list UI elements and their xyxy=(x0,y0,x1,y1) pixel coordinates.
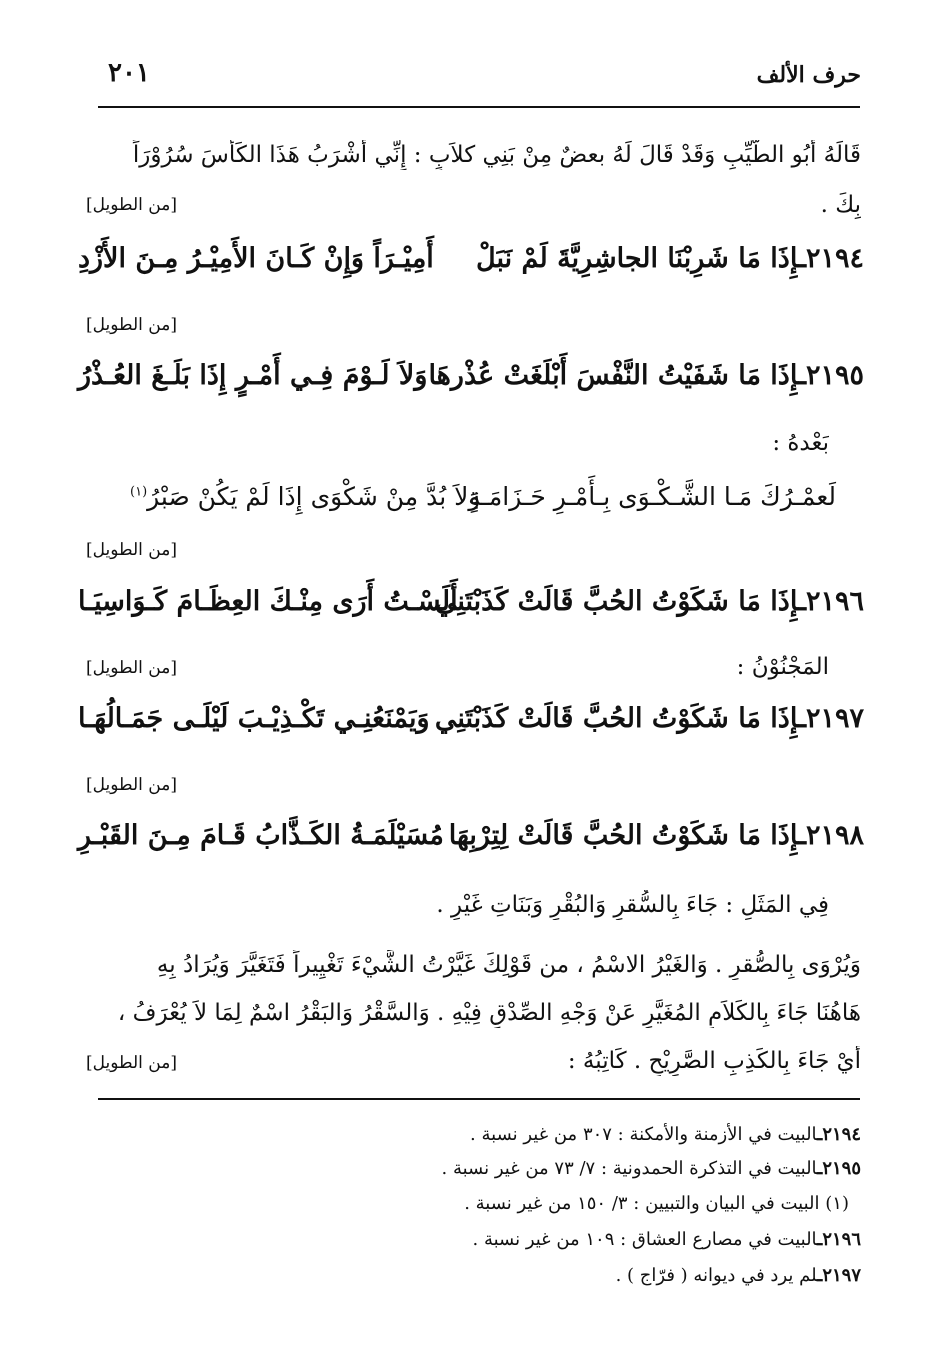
footnote-marker: (١) xyxy=(130,484,148,500)
verse-first-hemistich: ٢١٩٧ـإِذَا مَا شَكَوْتُ الحُبَّ قَالَتْ كَذَبْتَنِي xyxy=(434,703,864,734)
footnote-2194: ٢١٩٤ـالبيت في الأزمنة والأمكنة : ٣٠٧ من غير نسبة . xyxy=(470,1124,861,1145)
footnote-2196: ٢١٩٦ـالبيت في مصارع العشاق : ١٠٩ من غير نسبة . xyxy=(472,1229,861,1250)
verse-number: ٢١٩٧ـ xyxy=(798,703,864,734)
verse-2195 xyxy=(78,360,864,400)
meter-label: [من الطويل] xyxy=(86,195,177,215)
verse-2197 xyxy=(78,703,864,743)
verse-second-hemistich: وَيَمْنَعُنِـي تَكْـذِيْـبَ لَيْلَـى جَمَـالُهَـا xyxy=(78,703,430,734)
verse-first-hemistich: ٢١٩٨ـإِذَا مَا شَكَوْتُ الحُبَّ قَالَتْ لِتِرْبِهَا xyxy=(448,820,864,851)
meter-label: [من الطويل] xyxy=(86,775,177,795)
verse-number: ٢١٩٤ـ xyxy=(798,243,864,274)
verse-number: ٢١٩٦ـ xyxy=(798,586,864,617)
verse-first-hemistich: لَعمْـرُكَ مَـا الشَّـكْـوَى بِـأَمْـرِ حَـزَامَـةٍ xyxy=(468,482,836,511)
page-number: ٢٠١ xyxy=(108,58,150,88)
verse-second-hemistich: أَمِيْـرَاً وَإِنْ كَـانَ الأَمِيْـرُ مِـنَ الأَزْدِ xyxy=(78,243,434,274)
verse-first-hemistich: ٢١٩٤ـإِذَا مَا شَرِبْنَا الجاشِرِيَّةَ لَمْ نَبَلْ xyxy=(476,243,864,274)
intro-line-1: قَالَهُ أَبُو الطَّيِّبِ وَقَدْ قَالَ لَهُ بعضٌ مِنْ بَنِي كلاَبٍ : إِنِّي أَشْرَبُ هَذَا الكَأسَ سُرُوْرَاً xyxy=(132,142,861,168)
running-header-title: حرف الألف xyxy=(756,62,861,88)
after-2196-note: المَجْنُوْنُ : xyxy=(736,654,829,680)
verse-second-hemistich: أَلَسْـتُ أَرَى مِنْـكَ العِظَـامَ كَـوَاسِيَـا xyxy=(78,586,458,617)
verse-first-hemistich: ٢١٩٥ـإِذَا مَا شَفَيْتُ النَّفْسَ أَبْلَغَتْ عُذْرهَا xyxy=(428,360,864,391)
meter-label: [من الطويل] xyxy=(86,540,177,560)
verse-first-hemistich: ٢١٩٦ـإِذَا مَا شَكَوْتُ الحُبَّ قَالَتْ كَذَبْتَنِي xyxy=(434,586,864,617)
meter-label: [من الطويل] xyxy=(86,658,177,678)
meter-label: [من الطويل] xyxy=(86,1053,177,1073)
verse-2194 xyxy=(78,243,864,283)
verse-second-hemistich: وَلاَ بُدَّ مِنْ شَكْوَى إِذَا لَمْ يَكُنْ صَبْرُ$^{(١)}$ xyxy=(130,482,481,511)
verse-number: ٢١٩٥ـ xyxy=(798,360,864,391)
intro-line-2: بِكَ . xyxy=(820,192,861,218)
footnote-2197: ٢١٩٧ـلم يرد في ديوانه ( فرّاج ) . xyxy=(615,1265,861,1286)
verse-second-hemistich: وَلاَ لَـوْمَ فِـي أَمْـرٍ إِذَا بَلَـغَ العُـذْرُ xyxy=(78,360,428,391)
verse-2195-continuation xyxy=(78,482,864,522)
footnote-1: (١) البيت في البيان والتبيين : ٣/ ١٥٠ من غير نسبة . xyxy=(464,1193,849,1214)
verse-second-hemistich: مُسَيْلَمَـةُ الكَـذَّابُ قَـامَ مِـنَ القَبْـرِ xyxy=(78,820,444,851)
after-2195-note: بَعْدهُ : xyxy=(772,430,829,456)
verse-2198 xyxy=(78,820,864,860)
meter-label: [من الطويل] xyxy=(86,315,177,335)
verse-2196 xyxy=(78,586,864,626)
header-divider xyxy=(98,106,860,108)
proverb-line-1: فِي المَثَلِ : جَاءَ بِالسُّقرِ وَالبُقْرِ وَبَنَاتِ غَيْرٍ . xyxy=(436,892,829,918)
proverb-line-4: أَيْ جَاءَ بِالكَذِبِ الصَّرِيْحِ . كَاتِبُهُ : xyxy=(567,1048,861,1074)
verse-number: ٢١٩٨ـ xyxy=(798,820,864,851)
footnote-2195: ٢١٩٥ـالبيت في التذكرة الحمدونية : ٧/ ٧٣ من غير نسبة . xyxy=(441,1158,861,1179)
footnote-divider xyxy=(98,1098,860,1100)
proverb-line-3: هَاهُنَا جَاءَ بِالكَلاَمِ المُغَيَّرِ عَنْ وَجْهِ الصِّدْقِ فِيْهِ . وَالسَّقْرُ وَالبَقْرُ اسْمٌ لِمَا لاَ يُعْرَفُ ، xyxy=(117,1000,861,1026)
proverb-line-2: وَيُرْوَى بِالصُّقرِ . وَالغَيْرُ الاسْمُ ، من قَوْلِكَ غَيَّرْتُ الشَّيْءَ تَغْيِيراً فَتَغَيَّرَ وَيُرَادُ بِهِ xyxy=(156,952,861,978)
